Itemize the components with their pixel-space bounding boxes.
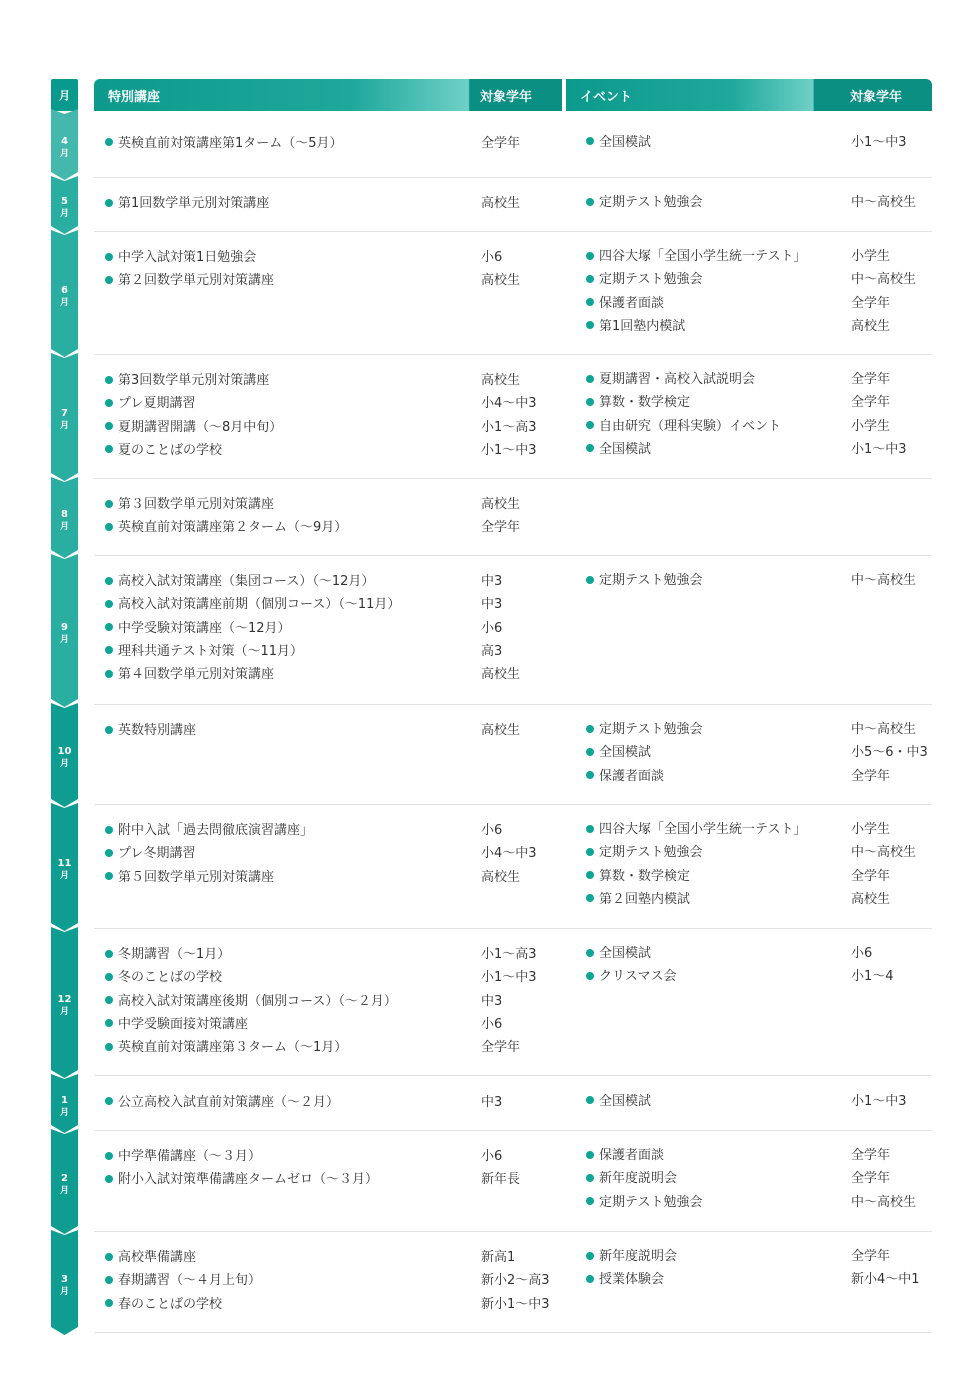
bullet-icon xyxy=(105,1152,113,1160)
bullet-icon xyxy=(105,996,113,1004)
event-name: 算数・数学検定 xyxy=(599,868,691,884)
month-band-7 xyxy=(51,353,78,485)
event-target: 中～高校生 xyxy=(851,195,917,210)
event-target: 中～高校生 xyxy=(851,722,917,737)
event-item xyxy=(586,765,664,788)
month-number: 12 xyxy=(57,993,72,1005)
bullet-icon xyxy=(586,1096,594,1104)
bullet-icon xyxy=(105,523,113,531)
bullet-icon xyxy=(586,771,594,779)
event-item xyxy=(586,415,781,438)
event-header xyxy=(566,79,932,111)
bullet-icon xyxy=(586,1275,594,1283)
special-course-item xyxy=(105,990,397,1013)
event-target: 全学年 xyxy=(851,768,891,784)
event-target: 小5～6・中3 xyxy=(851,745,928,761)
special-course-name: 英検直前対策講座第３ターム（～1月） xyxy=(118,1040,348,1056)
bullet-icon xyxy=(105,253,113,261)
special-course-target: 全学年 xyxy=(481,1040,521,1056)
month-unit: 月 xyxy=(59,759,69,769)
special-course-name: 第５回数学単元別対策講座 xyxy=(118,869,275,885)
event-item xyxy=(586,718,702,741)
month-row-10 xyxy=(94,705,932,805)
event-name: 定期テスト勉強会 xyxy=(599,1194,703,1210)
special-course-item xyxy=(105,866,274,889)
special-course-target: 高校生 xyxy=(481,373,521,388)
special-course-name: 高校入試対策講座後期（個別コース）（～２月） xyxy=(118,993,397,1009)
special-course-name: 高校入試対策講座（集団コース）（～12月） xyxy=(118,574,375,589)
special-course-item xyxy=(105,719,196,742)
event-name: 保護者面談 xyxy=(599,768,665,784)
event-item xyxy=(586,1191,702,1214)
event-name: 保護者面談 xyxy=(599,295,665,311)
special-course-target-title: 対象学年 xyxy=(480,89,533,105)
event-item xyxy=(586,1167,677,1190)
special-course-target: 小6 xyxy=(481,620,503,636)
special-course-target: 高3 xyxy=(481,643,503,659)
special-course-target: 小6 xyxy=(481,823,503,838)
event-target: 全学年 xyxy=(851,1249,891,1264)
month-band-10 xyxy=(51,703,78,811)
event-name: 定期テスト勉強会 xyxy=(599,272,703,288)
event-name: 定期テスト勉強会 xyxy=(599,195,703,210)
month-number: 4 xyxy=(61,135,68,147)
month-unit: 月 xyxy=(59,421,69,431)
event-item xyxy=(586,965,676,988)
month-number: 2 xyxy=(61,1172,68,1184)
bullet-icon xyxy=(586,1197,594,1205)
special-course-name: 中学受験対策講座（～12月） xyxy=(118,620,291,636)
month-band-5 xyxy=(51,176,78,238)
special-course-item xyxy=(105,416,282,439)
special-course-target: 小1～高3 xyxy=(481,419,537,435)
event-target: 全学年 xyxy=(851,1171,891,1187)
month-unit: 月 xyxy=(59,1185,69,1196)
bullet-icon xyxy=(586,576,594,584)
month-label xyxy=(51,508,78,534)
bullet-icon xyxy=(586,275,594,283)
event-item xyxy=(586,1090,651,1113)
special-course-target: 小6 xyxy=(481,1016,503,1032)
month-row-5 xyxy=(94,178,932,232)
bullet-icon xyxy=(105,973,113,981)
bullet-icon xyxy=(105,445,113,453)
special-course-name: 第３回数学単元別対策講座 xyxy=(118,497,275,512)
event-item xyxy=(586,865,690,888)
month-unit: 月 xyxy=(59,1006,69,1017)
special-course-target: 小4～中3 xyxy=(481,846,537,862)
month-label xyxy=(51,284,78,310)
event-item xyxy=(586,1268,664,1291)
month-label xyxy=(51,1172,78,1198)
special-course-item xyxy=(105,1293,222,1316)
month-unit: 月 xyxy=(59,871,69,881)
special-course-name: 冬のことばの学校 xyxy=(118,970,223,986)
bullet-icon xyxy=(105,577,113,585)
special-course-item xyxy=(105,1246,196,1269)
special-course-item xyxy=(105,1091,339,1114)
event-name: クリスマス会 xyxy=(599,969,677,985)
month-unit: 月 xyxy=(59,148,69,159)
event-target: 小1～中3 xyxy=(851,441,907,457)
event-title: イベント xyxy=(580,89,633,105)
event-item xyxy=(586,245,806,268)
month-band-8 xyxy=(51,477,78,562)
special-course-name: 夏期講習開講（～8月中旬） xyxy=(118,419,283,435)
event-name: 算数・数学検定 xyxy=(599,395,691,411)
special-course-target: 中3 xyxy=(481,597,503,613)
special-course-name: 高校入試対策講座前期（個別コース）（～11月） xyxy=(118,597,401,613)
bullet-icon xyxy=(586,398,594,406)
month-number: 5 xyxy=(61,196,68,207)
bullet-icon xyxy=(586,198,594,206)
bullet-icon xyxy=(105,1299,113,1307)
month-unit: 月 xyxy=(59,1286,69,1297)
bullet-icon xyxy=(586,137,594,145)
bullet-icon xyxy=(105,500,113,508)
event-item xyxy=(586,942,651,965)
special-course-name: 春期講習（～４月上旬） xyxy=(118,1273,262,1289)
bullet-icon xyxy=(586,298,594,306)
bullet-icon xyxy=(105,1276,113,1284)
special-course-item xyxy=(105,1168,378,1191)
special-course-name: 英数特別講座 xyxy=(118,723,197,738)
bullet-icon xyxy=(586,1151,594,1159)
month-unit: 月 xyxy=(59,521,69,532)
month-number: 9 xyxy=(61,621,68,633)
event-item xyxy=(586,131,651,154)
event-item xyxy=(586,191,702,214)
special-course-name: プレ冬期講習 xyxy=(118,846,196,862)
special-course-name: 公立高校入試直前対策講座（～２月） xyxy=(118,1094,340,1110)
bullet-icon xyxy=(586,894,594,902)
special-course-item xyxy=(105,943,230,966)
special-course-target: 小6 xyxy=(481,250,503,265)
special-course-target: 高校生 xyxy=(481,196,521,211)
special-course-target: 高校生 xyxy=(481,667,521,683)
bullet-icon xyxy=(586,321,594,329)
event-target: 小1～4 xyxy=(851,969,894,985)
special-course-item xyxy=(105,966,222,989)
special-course-name: 中学受験面接対策講座 xyxy=(118,1016,249,1032)
special-course-item xyxy=(105,269,274,292)
special-course-name: 中学入試対策1日勉強会 xyxy=(118,250,257,265)
bullet-icon xyxy=(586,1252,594,1260)
event-target: 中～高校生 xyxy=(851,1194,917,1210)
bullet-icon xyxy=(105,1097,113,1105)
special-course-target: 全学年 xyxy=(481,135,521,151)
special-course-name: 第1回数学単元別対策講座 xyxy=(118,196,270,211)
month-number: 1 xyxy=(61,1094,68,1106)
bullet-icon xyxy=(586,972,594,980)
event-item xyxy=(586,1144,664,1167)
month-label xyxy=(51,745,78,771)
bullet-icon xyxy=(105,276,113,284)
event-target: 全学年 xyxy=(851,372,891,387)
event-name: 全国模試 xyxy=(599,745,652,761)
special-course-target: 小6 xyxy=(481,1149,503,1164)
special-course-target: 小1～中3 xyxy=(481,442,537,458)
bullet-icon xyxy=(105,1019,113,1027)
month-number: 3 xyxy=(61,1273,68,1285)
month-band-1 xyxy=(51,1074,78,1137)
special-course-target: 新年長 xyxy=(481,1172,521,1188)
special-course-item xyxy=(105,819,313,842)
bullet-icon xyxy=(586,444,594,452)
special-course-target: 高校生 xyxy=(481,273,521,289)
month-label xyxy=(51,1094,78,1120)
month-band-6 xyxy=(51,230,78,361)
month-band-3 xyxy=(51,1230,78,1339)
month-number: 10 xyxy=(57,746,72,757)
special-course-name: 冬期講習（～1月） xyxy=(118,947,231,962)
month-number: 6 xyxy=(61,284,68,296)
special-course-name: 第3回数学単元別対策講座 xyxy=(118,373,270,388)
special-course-item xyxy=(105,392,195,415)
bullet-icon xyxy=(105,872,113,880)
special-course-name: 英検直前対策講座第２ターム（～9月） xyxy=(118,520,348,536)
bullet-icon xyxy=(586,848,594,856)
special-course-item xyxy=(105,192,269,215)
event-name: 全国模試 xyxy=(599,946,652,961)
bullet-icon xyxy=(586,871,594,879)
bullet-icon xyxy=(105,199,113,207)
bullet-icon xyxy=(105,399,113,407)
month-unit: 月 xyxy=(59,209,69,219)
month-row-7 xyxy=(94,355,932,479)
event-name: 新年度説明会 xyxy=(599,1249,678,1264)
event-target: 小学生 xyxy=(851,418,891,434)
month-row-2 xyxy=(94,1131,932,1232)
event-name: 自由研究（理科実験）イベント xyxy=(599,418,782,434)
bullet-icon xyxy=(586,825,594,833)
special-course-item xyxy=(105,663,274,686)
special-course-item xyxy=(105,1036,347,1059)
event-item xyxy=(586,818,806,841)
month-label xyxy=(51,857,78,883)
event-item xyxy=(586,438,651,461)
event-item xyxy=(586,315,685,338)
special-course-item xyxy=(105,1269,261,1292)
event-name: 保護者面談 xyxy=(599,1148,665,1163)
special-course-item xyxy=(105,593,400,616)
special-course-name: 中学準備講座（～３月） xyxy=(118,1149,262,1164)
bullet-icon xyxy=(105,600,113,608)
event-target: 小6 xyxy=(851,946,873,961)
bullet-icon xyxy=(586,748,594,756)
special-course-target: 小1～中3 xyxy=(481,970,537,986)
special-course-title: 特別講座 xyxy=(108,89,161,105)
special-course-target: 新小1～中3 xyxy=(481,1296,550,1312)
bullet-icon xyxy=(586,725,594,733)
special-course-name: 第２回数学単元別対策講座 xyxy=(118,273,275,289)
month-row-6 xyxy=(94,232,932,355)
bullet-icon xyxy=(586,375,594,383)
month-unit: 月 xyxy=(59,634,69,645)
month-row-12 xyxy=(94,929,932,1076)
bullet-icon xyxy=(105,646,113,654)
event-item xyxy=(586,741,651,764)
event-name: 第1回塾内模試 xyxy=(599,318,686,334)
month-label xyxy=(51,621,78,647)
event-item xyxy=(586,292,664,315)
month-row-1 xyxy=(94,1076,932,1131)
month-label xyxy=(51,1273,78,1299)
event-target: 小学生 xyxy=(851,249,891,264)
month-row-8 xyxy=(94,479,932,556)
event-name: 夏期講習・高校入試説明会 xyxy=(599,372,756,387)
bullet-icon xyxy=(105,138,113,146)
special-course-item xyxy=(105,570,374,593)
special-course-target: 小4～中3 xyxy=(481,396,537,412)
special-course-name: プレ夏期講習 xyxy=(118,396,196,412)
event-target: 小1～中3 xyxy=(851,134,907,150)
event-item xyxy=(586,841,702,864)
bullet-icon xyxy=(105,422,113,430)
month-number: 11 xyxy=(57,858,72,869)
special-course-item xyxy=(105,1013,248,1036)
event-target: 全学年 xyxy=(851,868,891,884)
event-target: 全学年 xyxy=(851,295,891,311)
month-band-4 xyxy=(51,109,78,184)
event-target-title: 対象学年 xyxy=(850,89,903,105)
special-course-target: 中3 xyxy=(481,993,503,1009)
bullet-icon xyxy=(105,1175,113,1183)
event-name: 定期テスト勉強会 xyxy=(599,722,703,737)
month-unit: 月 xyxy=(59,297,69,308)
special-course-header xyxy=(94,79,562,111)
event-item xyxy=(586,569,702,592)
month-label xyxy=(51,407,78,433)
event-name: 第２回塾内模試 xyxy=(599,891,691,907)
bullet-icon xyxy=(105,1253,113,1261)
month-number: 8 xyxy=(61,508,68,520)
event-target: 全学年 xyxy=(851,1148,891,1163)
bullet-icon xyxy=(105,950,113,958)
special-course-item xyxy=(105,516,347,539)
event-name: 定期テスト勉強会 xyxy=(599,845,703,861)
bullet-icon xyxy=(105,849,113,857)
special-course-name: 春のことばの学校 xyxy=(118,1296,223,1312)
month-band-12 xyxy=(51,927,78,1082)
month-number: 7 xyxy=(61,408,68,419)
event-target: 新小4～中1 xyxy=(851,1272,920,1288)
special-course-target: 全学年 xyxy=(481,520,521,536)
special-course-target: 小1～高3 xyxy=(481,947,537,962)
event-item xyxy=(586,391,690,414)
month-label xyxy=(51,195,78,221)
month-label xyxy=(51,135,78,161)
special-course-item xyxy=(105,132,343,155)
month-row-3 xyxy=(94,1232,932,1333)
month-label xyxy=(51,993,78,1019)
bullet-icon xyxy=(586,421,594,429)
month-band-9 xyxy=(51,554,78,711)
special-course-target: 中3 xyxy=(481,574,503,589)
event-name: 定期テスト勉強会 xyxy=(599,573,703,588)
special-course-target: 新高1 xyxy=(481,1250,516,1265)
bullet-icon xyxy=(105,726,113,734)
event-target: 高校生 xyxy=(851,891,891,907)
special-course-item xyxy=(105,617,291,640)
event-item xyxy=(586,268,702,291)
bullet-icon xyxy=(586,252,594,260)
bullet-icon xyxy=(105,376,113,384)
event-name: 新年度説明会 xyxy=(599,1171,678,1187)
special-course-name: 附小入試対策準備講座タームゼロ（～３月） xyxy=(118,1172,379,1188)
event-target: 中～高校生 xyxy=(851,845,917,861)
bullet-icon xyxy=(105,670,113,678)
special-course-item xyxy=(105,439,222,462)
month-column-header: 月 xyxy=(51,79,78,111)
special-course-item xyxy=(105,842,195,865)
event-target: 全学年 xyxy=(851,395,891,411)
special-course-target: 高校生 xyxy=(481,497,521,512)
event-name: 全国模試 xyxy=(599,1093,652,1109)
event-name: 四谷大塚「全国小学生統一テスト」 xyxy=(599,822,807,837)
bullet-icon xyxy=(105,826,113,834)
event-item xyxy=(586,1245,677,1268)
special-course-name: 第４回数学単元別対策講座 xyxy=(118,667,275,683)
month-unit: 月 xyxy=(59,1107,69,1118)
special-course-name: 理科共通テスト対策（～11月） xyxy=(118,643,304,659)
bullet-icon xyxy=(586,949,594,957)
special-course-target: 高校生 xyxy=(481,723,521,738)
special-course-target: 新小2～高3 xyxy=(481,1273,550,1289)
month-row-9 xyxy=(94,556,932,705)
special-course-name: 附中入試「過去問徹底演習講座」 xyxy=(118,823,314,838)
month-band-11 xyxy=(51,803,78,935)
event-name: 授業体験会 xyxy=(599,1272,665,1288)
month-row-11 xyxy=(94,805,932,929)
event-name: 四谷大塚「全国小学生統一テスト」 xyxy=(599,249,807,264)
event-target: 高校生 xyxy=(851,318,891,334)
event-name: 全国模試 xyxy=(599,134,652,150)
event-target: 小学生 xyxy=(851,822,891,837)
event-item xyxy=(586,368,755,391)
month-row-4 xyxy=(94,111,932,178)
special-course-item xyxy=(105,246,256,269)
special-course-target: 高校生 xyxy=(481,869,521,885)
special-course-name: 英検直前対策講座第1ターム（～5月） xyxy=(118,135,343,151)
bullet-icon xyxy=(105,1043,113,1051)
bullet-icon xyxy=(586,1174,594,1182)
special-course-item xyxy=(105,1145,261,1168)
event-target: 小1～中3 xyxy=(851,1093,907,1109)
event-name: 全国模試 xyxy=(599,441,652,457)
special-course-item xyxy=(105,493,274,516)
bullet-icon xyxy=(105,623,113,631)
special-course-name: 高校準備講座 xyxy=(118,1250,197,1265)
event-item xyxy=(586,888,690,911)
special-course-item xyxy=(105,640,303,663)
event-target: 中～高校生 xyxy=(851,573,917,588)
event-target: 中～高校生 xyxy=(851,272,917,288)
special-course-item xyxy=(105,369,269,392)
special-course-target: 中3 xyxy=(481,1094,503,1110)
special-course-name: 夏のことばの学校 xyxy=(118,442,223,458)
month-band-2 xyxy=(51,1129,78,1238)
